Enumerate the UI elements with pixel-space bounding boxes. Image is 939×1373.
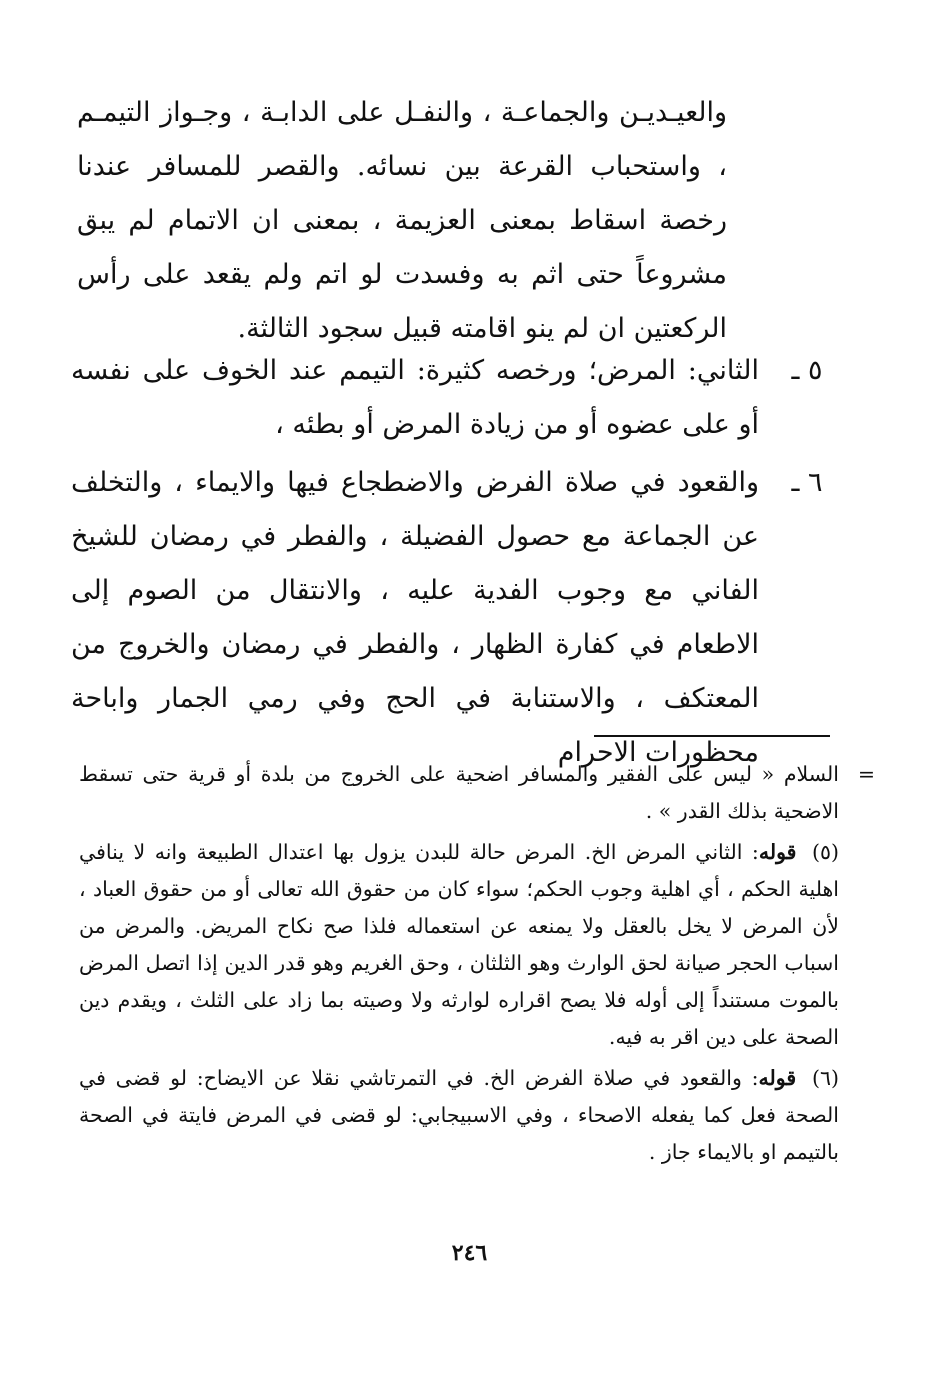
continuation-mark: = [857, 762, 875, 786]
intro-paragraph: والعيـديـن والجماعـة ، والنفـل على الدابـة ، وجـواز التيمـم ، واستحباب القرعة بين نسائه. والقصر للمسافر عندنا رخصة اسقاط بمعنى العزيمة ، بمعنى ان الاتمام لم يبق مشروعاً حتى اثم به وفسدت لو اتم ولم يقعد على رأس الركعتين ان لم ينو اقامته قبيل سجود الثالثة. [77, 97, 727, 344]
footnote-text: : الثاني المرض الخ. المرض حالة للبدن يزول بها اعتدال الطبيعة وانه لا ينافي اهلية الحكم ، أي اهلية وجوب الحكم؛ سواء كان من حقوق الله تعالى أو من حقوق العباد ، لأن المرض لا يخل بالعقل ولا يمنعه عن استعماله فلذا صح نكاح المريض. والمرض من اسباب الحجر صيانة لحق الوارث وهو الثلثان ، وحق الغريم وهو قدر الدين إذا اتصل المرض بالموت مستنداً إلى أوله فلا يصح اقراره لوارثه ولا وصيته بما زاد على الثلث ، ويقدم دين الصحة على دين اقر به فيه. [79, 840, 839, 1049]
footnote-keyword: قوله [758, 840, 797, 864]
footnote-5 [79, 834, 839, 1056]
item-text: والقعود في صلاة الفرض والاضطجاع فيها والايماء ، والتخلف عن الجماعة مع حصول الفضيلة ، والفطر في رمضان للشيخ الفاني مع وجوب الفدية عليه ، والانتقال من الصوم إلى الاطعام في كفارة الظهار ، والفطر في رمضان والخروج من المعتكف ، والاستنابة في الحج وفي رمي الجمار واباحة محظورات الاحرام [71, 467, 759, 768]
numbered-item-6 [71, 456, 823, 780]
footnote-number: (٥) [811, 840, 839, 864]
footnote-keyword: قوله [758, 1066, 797, 1090]
page-number: ٢٤٦ [451, 1240, 488, 1266]
item-number: ٦ ـ [791, 467, 823, 498]
footnote-continuation [79, 756, 875, 830]
item-text: الثاني: المرض؛ ورخصه كثيرة: التيمم عند الخوف على نفسه أو على عضوه أو من زيادة المرض أو بطئه ، [71, 355, 759, 440]
footnotes-section [79, 756, 875, 1171]
footnote-text: : والقعود في صلاة الفرض الخ. في التمرتاشي نقلا عن الايضاح: لو قضى في الصحة فعل كما يفعله الاصحاء ، وفي الاسبيجابي: لو قضى في المرض فايتة في الصحة بالتيمم او بالايماء جاز . [79, 1066, 839, 1164]
footnote-divider [594, 735, 830, 737]
footnote-number: (٦) [811, 1066, 839, 1090]
continuation-text: السلام « ليس على الفقير والمسافر اضحية على الخروج من بلدة أو قرية حتى تسقط الاضحية بذلك القدر » . [79, 762, 839, 823]
item-number: ٥ ـ [791, 355, 823, 386]
footnote-6 [79, 1060, 839, 1171]
numbered-item-5 [71, 344, 823, 452]
